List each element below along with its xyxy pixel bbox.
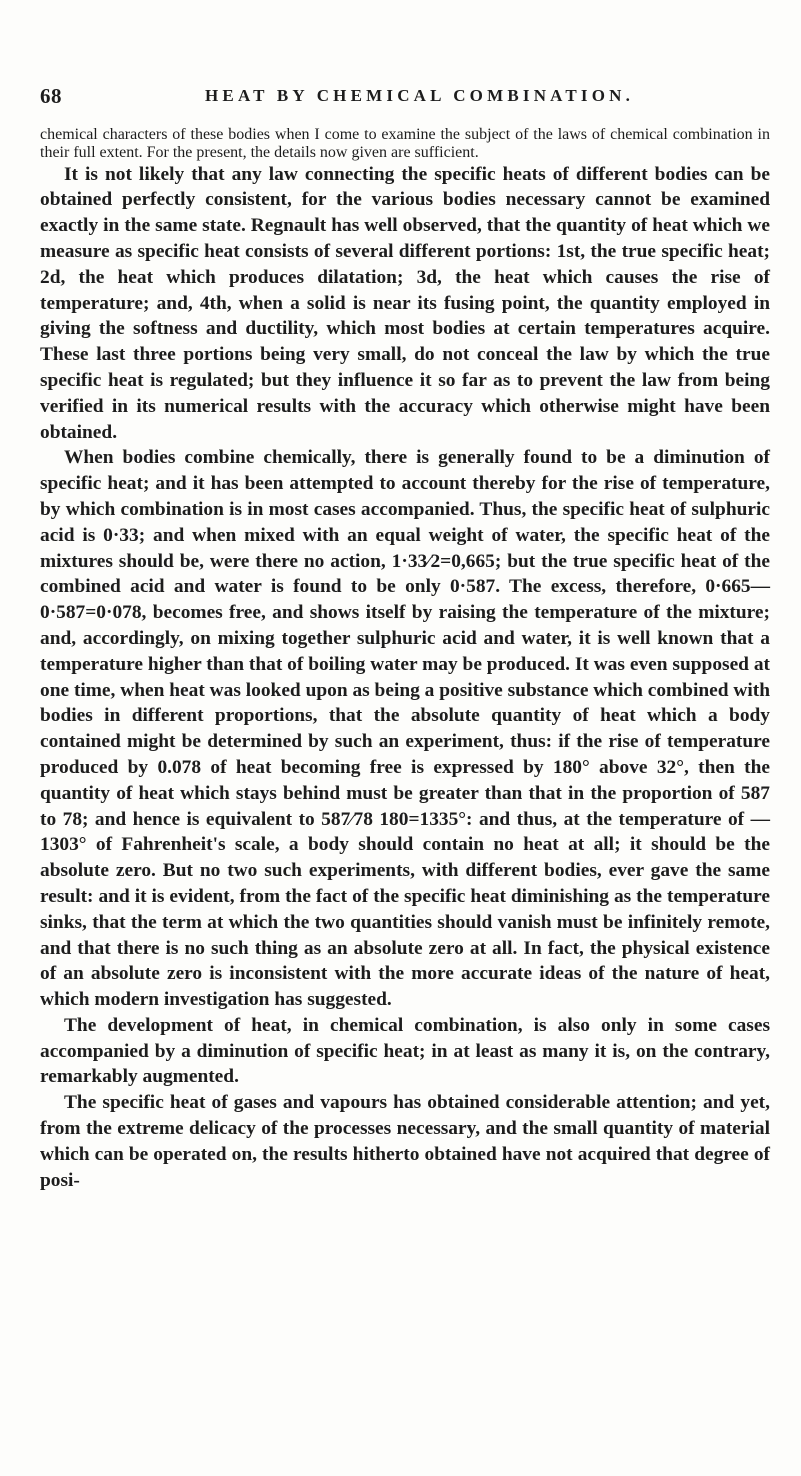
page-number: 68 <box>40 84 62 108</box>
paragraph-chemical-combination: When bodies combine chemically, there is generally found to be a diminution of specific heat; and it has been attempted to account thereby for the rise of temperature, by which combination is in most cases accompanied. Thus, the specific heat of sulphuric acid is 0·33; and when mixed with an equal weight of water, the specific heat of the mixtures should be, were there no action, 1·33⁄2=0,665; but the true specific heat of the combined acid and water is found to be only 0·587. The excess, therefore, 0·665—0·587=0·078, becomes free, and shows itself by raising the temperature of the mixture; and, accordingly, on mixing together sulphuric acid and water, it is well known that a temperature higher than that of boiling water may be produced. It was even supposed at one time, when heat was looked upon as being a positive substance which combined with bodies in different proportions, that the absolute quantity of heat which a body contained might be determined by such an experiment, thus: if the rise of temperature produced by 0.078 of heat becoming free is expressed by 180° above 32°, then the quantity of heat which stays behind must be greater than that in the proportion of 587 to 78; and hence is equivalent to 587⁄78 180=1335°: and thus, at the temperature of —1303° of Fahrenheit's scale, a body should contain no heat at all; it should be the absolute zero. But no two such experiments, with different bodies, ever gave the same result: and it is evident, from the fact of the specific heat diminishing as the temperature sinks, that the term at which the two quantities should vanish must be infinitely remote, and that there is no such thing as an absolute zero at all. In fact, the physical existence of an absolute zero is inconsistent with the more accurate ideas of the nature of heat, which modern investigation has suggested. <box>40 447 770 1011</box>
paragraph-continuation: chemical characters of these bodies when I come to examine the subject of the laws of chemical combination in their full extent. For the present, the details now given are sufficient. <box>40 126 770 161</box>
body-text <box>40 126 770 1193</box>
paragraph-specific-heat-law: It is not likely that any law connecting the specific heats of different bodies can be obtained perfectly consistent, for the various bodies necessary cannot be examined exactly in the same state. Regnault has well observed, that the quantity of heat which we measure as specific heat consists of several different portions: 1st, the true specific heat; 2d, the heat which produces dilatation; 3d, the heat which causes the rise of temperature; and, 4th, when a solid is near its fusing point, the quantity employed in giving the softness and ductility, which most bodies at certain temperatures acquire. These last three portions being very small, do not conceal the law by which the true specific heat is regulated; but they influence it so far as to prevent the law from being verified in its numerical results with the accuracy which otherwise might have been obtained. <box>40 163 770 443</box>
paragraph-gases-vapours: The specific heat of gases and vapours has obtained considerable attention; and yet, from the extreme delicacy of the processes necessary, and the small quantity of material which can be operated on, the results hitherto obtained have not acquired that degree of posi- <box>40 1092 770 1191</box>
paragraph-development-of-heat: The development of heat, in chemical combination, is also only in some cases accompanied by a diminution of specific heat; in at least as many it is, on the contrary, remarkably augmented. <box>40 1014 770 1088</box>
running-head: HEAT BY CHEMICAL COMBINATION. <box>205 86 635 105</box>
